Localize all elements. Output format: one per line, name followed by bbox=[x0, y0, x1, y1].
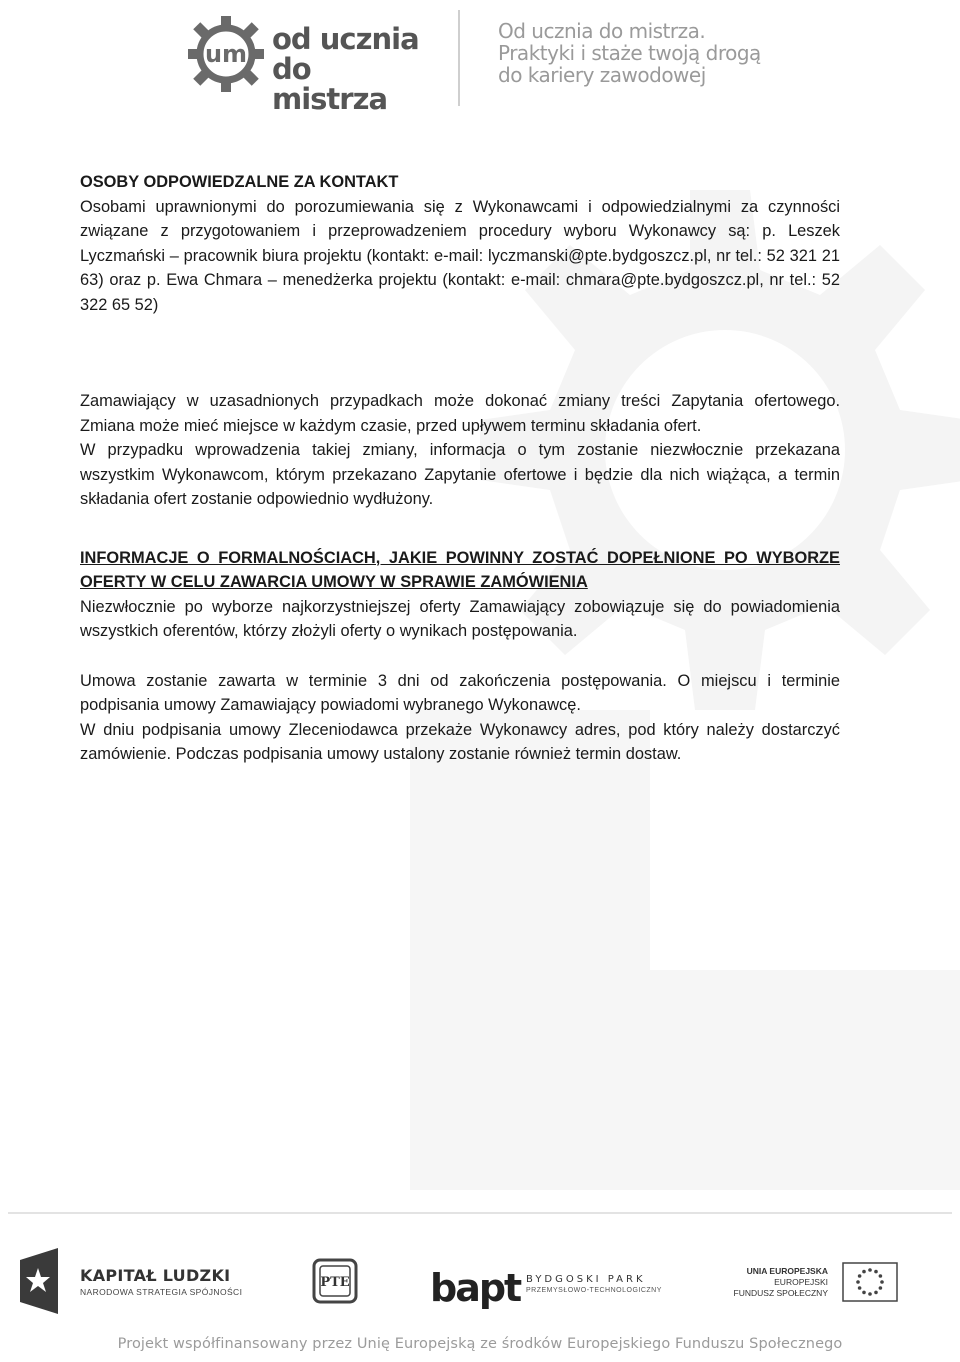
eu-logo-text bbox=[716, 1266, 828, 1299]
eu-flag-icon bbox=[842, 1262, 898, 1302]
eu-star bbox=[879, 1286, 883, 1290]
eu-star bbox=[862, 1270, 866, 1274]
header-divider bbox=[458, 10, 460, 106]
formalities-paragraph-1: Niezwłocznie po wyborze najkorzystniejszej oferty Zamawiający zobowiązuje się do powiadomienia wszystkich oferentów, którzy złożyli oferty o wynikach postępowania. bbox=[80, 597, 840, 640]
changes-paragraph-2: W przypadku wprowadzenia takiej zmiany, informacja o tym zostanie niezwłocznie przekazana wszystkim Wykonawcom, którym przekazano Zapytanie ofertowe i będzie dla nich wiążąca, a termin składania ofert zostanie odpowiednio wydłużony. bbox=[80, 441, 840, 508]
kapital-ludzki-subtitle: NARODOWA STRATEGIA SPÓJNOŚCI bbox=[80, 1287, 243, 1297]
tagline-line-2: Praktyki i staże twoją drogą bbox=[498, 41, 761, 65]
footer-divider bbox=[8, 1212, 952, 1214]
um-gear-logo-icon bbox=[186, 14, 266, 94]
tagline-line-3: do kariery zawodowej bbox=[498, 63, 706, 87]
bapt-logo bbox=[526, 1274, 662, 1294]
formalities-paragraph-3: W dniu podpisania umowy Zleceniodawca przekaże Wykonawcy adres, pod który należy dostarczyć zamówienie. Podczas podpisania umowy ustalony zostanie również termin dostaw. bbox=[80, 720, 840, 763]
contact-text: Osobami uprawnionymi do porozumiewania się z Wykonawcami i odpowiedzialnymi za czynności związane z przygotowaniem i przeprowadzeniem procedury wyboru Wykonawcy są: p. Leszek Lyczmański – pracownik biura projektu (kontakt: e-mail: lyczmanski@pte.bydgoszcz.pl, nr tel.: 52 321 21 63) oraz p. Ewa Chmara – menedżerka projektu (kontakt: e-mail: chmara@pte.bydgoszcz.pl, nr tel.: 52 322 65 52) bbox=[80, 197, 840, 314]
eu-line-2: EUROPEJSKI bbox=[774, 1277, 828, 1287]
pte-logo-text: PTE bbox=[320, 1275, 350, 1290]
footer-logos bbox=[0, 1240, 960, 1320]
contact-heading: OSOBY ODPOWIEDZALNE ZA KONTAKT bbox=[80, 173, 399, 191]
eu-star bbox=[858, 1274, 862, 1278]
eu-star bbox=[874, 1270, 878, 1274]
logo-wordmark bbox=[272, 24, 432, 114]
formalities-paragraph-2: Umowa zostanie zawarta w terminie 3 dni od zakończenia postępowania. O miejscu i terminie podpisania umowy Zamawiający powiadomi wybranego Wykonawcę. bbox=[80, 671, 840, 714]
eu-star bbox=[879, 1274, 883, 1278]
changes-paragraph-1: Zamawiający w uzasadnionych przypadkach może dokonać zmiany treści Zapytania ofertowego. Zmiana może mieć miejsce w każdym czasie, przed upływem terminu składania ofert. bbox=[80, 392, 840, 435]
eu-star bbox=[874, 1291, 878, 1295]
header-tagline bbox=[498, 20, 798, 86]
pte-logo-icon bbox=[312, 1258, 358, 1304]
eu-line-1: UNIA EUROPEJSKA bbox=[746, 1266, 828, 1276]
eu-star bbox=[868, 1292, 872, 1296]
spacer bbox=[80, 644, 840, 669]
formalities-heading: INFORMACJE O FORMALNOŚCIACH, JAKIE POWINNY ZOSTAĆ DOPEŁNIONE PO WYBORZE OFERTY W CELU ZAWARCIA UMOWY W SPRAWIE ZAMÓWIENIA bbox=[80, 548, 840, 591]
spacer bbox=[80, 317, 840, 389]
document-body bbox=[80, 170, 840, 767]
eu-star bbox=[858, 1286, 862, 1290]
footer-cofinancing-note: Projekt współfinansowany przez Unię Europejską ze środków Europejskiego Funduszu Społecznego bbox=[117, 1336, 843, 1352]
eu-star bbox=[868, 1268, 872, 1272]
logo-line-1: od ucznia bbox=[272, 22, 419, 56]
eu-star bbox=[880, 1280, 884, 1284]
spacer bbox=[80, 512, 840, 546]
kapital-ludzki-logo bbox=[80, 1266, 242, 1297]
tagline-line-1: Od ucznia do mistrza. bbox=[498, 19, 706, 43]
eu-star bbox=[862, 1291, 866, 1295]
kapital-ludzki-star-icon bbox=[18, 1246, 60, 1316]
kapital-ludzki-title: KAPITAŁ LUDZKI bbox=[80, 1266, 231, 1285]
bapt-logo-mark: bapt bbox=[430, 1266, 521, 1310]
bapt-title: BYDGOSKI PARK bbox=[526, 1274, 646, 1285]
page-header bbox=[0, 0, 960, 120]
eu-star bbox=[856, 1280, 860, 1284]
eu-line-3: FUNDUSZ SPOŁECZNY bbox=[733, 1288, 828, 1298]
bapt-subtitle: PRZEMYSŁOWO-TECHNOLOGICZNY bbox=[526, 1287, 662, 1294]
svg-text:um: um bbox=[204, 40, 248, 68]
logo-line-2: do mistrza bbox=[272, 52, 388, 116]
